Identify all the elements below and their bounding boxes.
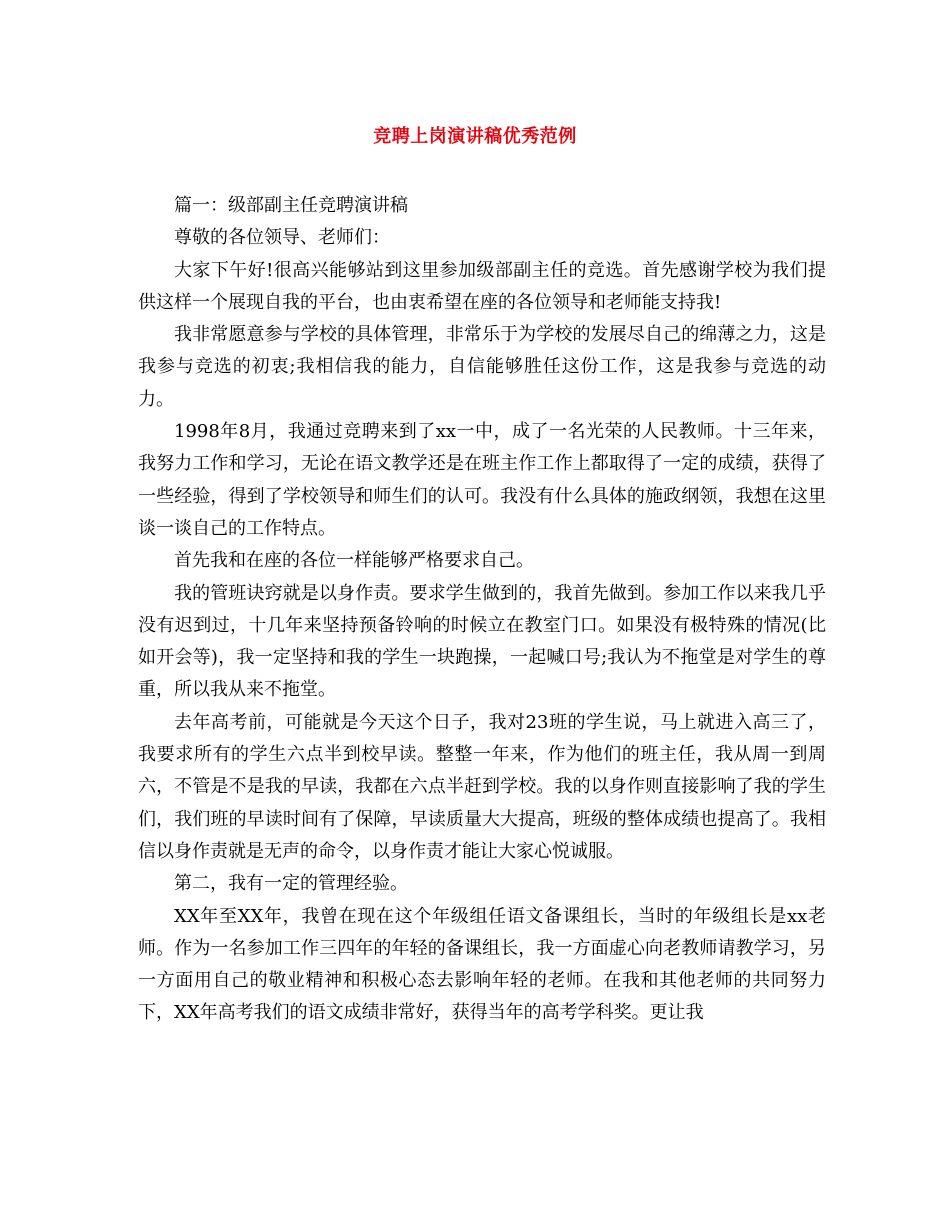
body-paragraph: 首先我和在座的各位一样能够严格要求自己。 — [174, 550, 534, 572]
salutation: 尊敬的各位领导、老师们： — [174, 227, 390, 249]
document-title: 竞聘上岗演讲稿优秀范例 — [373, 126, 577, 147]
body-paragraph: 我的管班诀窍就是以身作责。要求学生做到的，我首先做到。参加工作以来我几乎没有迟到过，十几年来坚持预备铃响的时候立在教室门口。如果没有极特殊的情况(比如开会等)，我一定坚持和我的学生一块跑操，一起喊口号;我认为不拖堂是对学生的尊重，所以我从来不拖堂。 — [138, 582, 826, 701]
body-paragraph: XX年至XX年，我曾在现在这个年级组任语文备课组长，当时的年级组长是xx老师。作为一名参加工作三四年的年轻的备课组长，我一方面虚心向老教师请教学习，另一方面用自己的敬业精神和积极心态去影响年轻的老师。在我和其他老师的共同努力下，XX年高考我们的语文成绩非常好，获得当年的高考学科奖。更让我 — [138, 905, 826, 1024]
body-paragraph: 1998年8月，我通过竞聘来到了xx一中，成了一名光荣的人民教师。十三年来，我努力工作和学习，无论在语文教学还是在班主作工作上都取得了一定的成绩，获得了一些经验，得到了学校领导和师生们的认可。我没有什么具体的施政纲领，我想在这里谈一谈自己的工作特点。 — [138, 421, 826, 539]
body-paragraph: 大家下午好!很高兴能够站到这里参加级部副主任的竞选。首先感谢学校为我们提供这样一个展现自我的平台，也由衷希望在座的各位领导和老师能支持我! — [138, 259, 826, 313]
body-paragraph: 我非常愿意参与学校的具体管理，非常乐于为学校的发展尽自己的绵薄之力，这是我参与竞选的初衷;我相信我的能力，自信能够胜任这份工作，这是我参与竞选的动力。 — [138, 324, 826, 410]
body-paragraph: 去年高考前，可能就是今天这个日子，我对23班的学生说，马上就进入高三了，我要求所有的学生六点半到校早读。整整一年来，作为他们的班主任，我从周一到周六，不管是不是我的早读，我都在六点半赶到学校。我的以身作则直接影响了我的学生们，我们班的早读时间有了保障，早读质量大大提高，班级的整体成绩也提高了。我相信以身作责就是无声的命令，以身作责才能让大家心悦诚服。 — [138, 711, 826, 862]
body-paragraph: 第二，我有一定的管理经验。 — [174, 873, 408, 895]
document-body — [138, 190, 826, 1030]
section-heading: 篇一：级部副主任竞聘演讲稿 — [174, 195, 408, 216]
